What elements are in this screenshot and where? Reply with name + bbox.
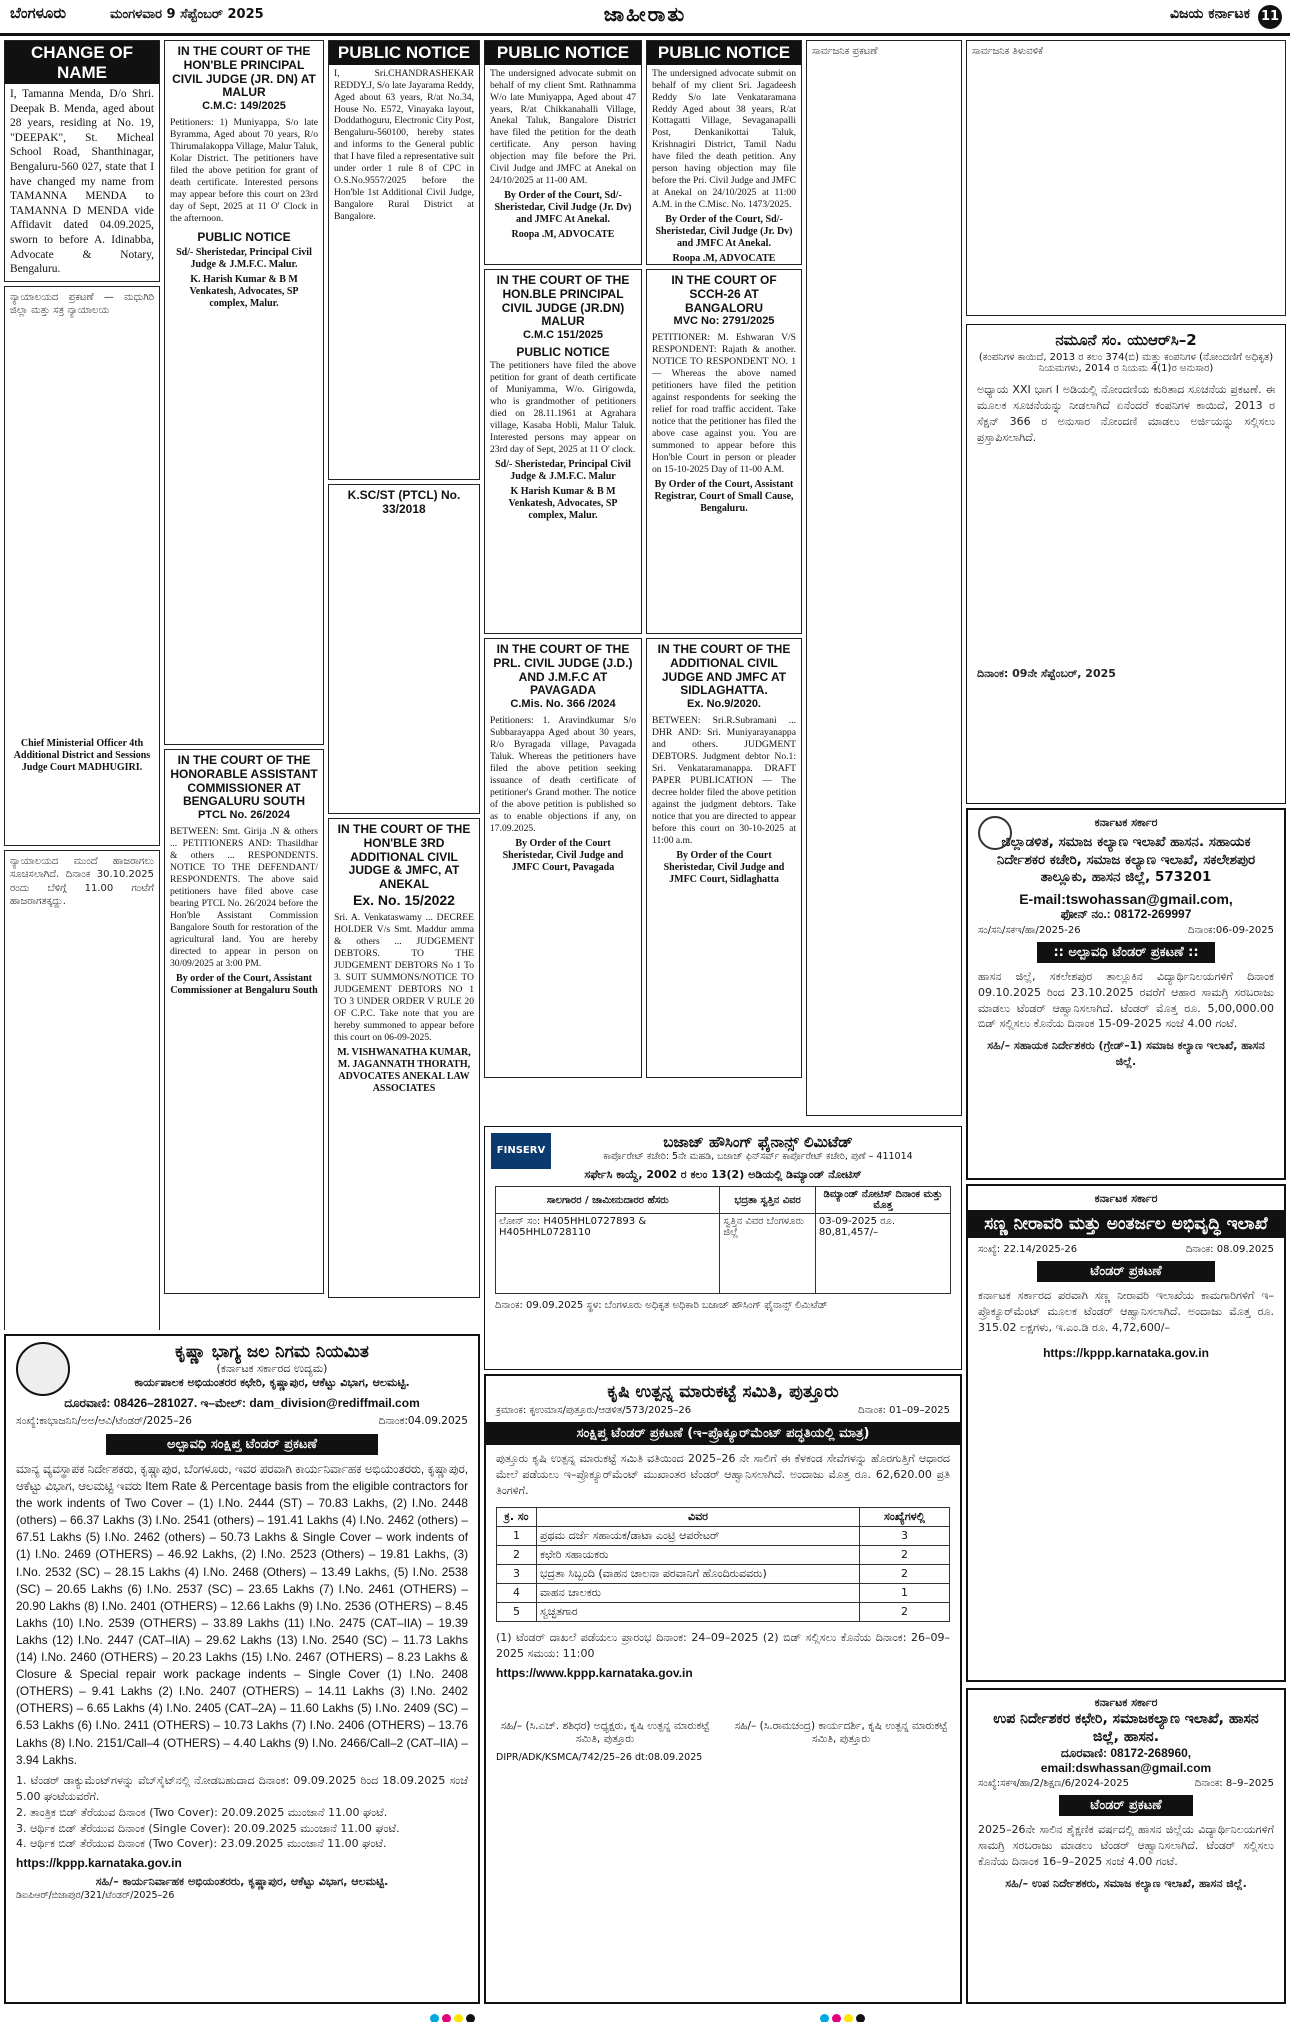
sidlaghatta-court-notice xyxy=(646,638,802,1078)
court-title: IN THE COURT OF THE HON.BLE PRINCIPAL CIVIL JUDGE (JR.DN) MALUR xyxy=(496,273,630,329)
court-signature: By Order of the Court, Sd/- Sheristedar, Civil Judge (Jr. Dv) and JMFC At Anekal. xyxy=(655,214,793,250)
table-header-row xyxy=(496,1187,951,1214)
column-1 xyxy=(4,40,160,1330)
tender-title: ಟೆಂಡರ್ ಪ್ರಕಟಣೆ xyxy=(1059,1795,1192,1816)
page-header xyxy=(0,0,1290,36)
bajaj-logo: FINSERV xyxy=(491,1133,551,1169)
tender-body: ಹಾಸನ ಜಿಲ್ಲೆ, ಸಕಲೇಶಪುರ ತಾಲ್ಲೂಕಿನ ವಿದ್ಯಾರ್ಥಿನಿಲಯಗಳಿಗೆ ದಿನಾಂಕ 09.10.2025 ರಿಂದ 23.10.2025 ರವರೆಗೆ ಆಹಾರ ಸಾಮಗ್ರಿ ಸರಬರಾಜು ಮಾಡಲು ಟೆಂಡರ್ ಆಹ್ವಾನಿಸಲಾಗಿದೆ. ಟೆಂಡರ್ ಮೊತ್ತ ರೂ. 5,00,000.00 ಬಿಡ್ ಸಲ್ಲಿಸಲು ಕೊನೆಯ ದಿನಾಂಕ 15-09-2025 ಸಂಜೆ 4.00 ಗಂಟೆ. xyxy=(978,969,1274,1031)
gov-label: ಕರ್ನಾಟಕ ಸರ್ಕಾರ xyxy=(1094,1192,1158,1205)
dept-name: ಸಣ್ಣ ನೀರಾವರಿ ಮತ್ತು ಅಂತರ್ಜಲ ಅಭಿವೃದ್ಧಿ ಇಲಾಖೆ xyxy=(968,1210,1284,1238)
case-number: PTCL No. 26/2024 xyxy=(197,809,291,822)
table-cell: ವಾಹನ ಚಾಲಕರು xyxy=(537,1583,860,1602)
org-name: ಕೃಷ್ಣಾ ಭಾಗ್ಯ ಜಲ ನಿಗಮ ನಿಯಮಿತ xyxy=(175,1342,369,1362)
issue-date: ಮಂಗಳವಾರ 9 ಸೆಪ್ಟೆಂಬರ್ 2025 xyxy=(110,7,264,22)
tender-signature: ಸಹಿ/– ಸಹಾಯಕ ನಿರ್ದೇಶಕರು (ಗ್ರೇಡ್–1) ಸಮಾಜ ಕಲ್ಯಾಣ ಇಲಾಖೆ, ಹಾಸನ ಜಿಲ್ಲೆ. xyxy=(987,1039,1265,1069)
court-signature: By Order of the Court, Sd/- Sheristedar, Civil Judge (Jr. Dv) and JMFC At Anekal. xyxy=(494,190,632,226)
org-subtitle: (ಕರ್ನಾಟಕ ಸರ್ಕಾರದ ಉದ್ಯಮ) xyxy=(216,1362,328,1375)
schedule-item: 4. ಆರ್ಥಿಕ ಬಿಡ್ ತೆರೆಯುವ ದಿನಾಂಕ (Two Cover): 23.09.2025 ಮುಂಜಾನೆ 11.00 ಘಂಟೆ. xyxy=(16,1837,387,1851)
registration-marks-right xyxy=(820,2008,868,2018)
tender-url[interactable]: https://www.kppp.karnataka.gov.in xyxy=(496,1665,693,1680)
table-cell: 5 xyxy=(497,1602,537,1621)
notice-heading: ಸರ್ಫೇಸಿ ಕಾಯ್ದೆ, 2002 ರ ಕಲಂ 13(2) ಅಡಿಯಲ್ಲಿ ಡಿಮ್ಯಾಂಡ್ ನೋಟಿಸ್ xyxy=(584,1168,862,1181)
schedule-item: 2. ತಾಂತ್ರಿಕ ಬಿಡ್ ತೆರೆಯುವ ದಿನಾಂಕ (Two Cover): 20.09.2025 ಮುಂಜಾನೆ 11.00 ಘಂಟೆ. xyxy=(16,1805,388,1819)
court-title: IN THE COURT OF THE PRL. CIVIL JUDGE (J.D.) AND J.M.F.C AT PAVAGADA xyxy=(493,642,633,698)
ref-number: ಸಂಖ್ಯೆ:ಸಕಇ/ಹಾ/2/ಶಿಕ್ಷಣ/6/2024-2025 xyxy=(978,1778,1130,1790)
tender-body: ಪುತ್ತೂರು ಕೃಷಿ ಉತ್ಪನ್ನ ಮಾರುಕಟ್ಟೆ ಸಮಿತಿ ವತಿಯಿಂದ 2025–26 ನೇ ಸಾಲಿಗೆ ಈ ಕೆಳಕಂಡ ಸೇವೆಗಳನ್ನು ಹೊರಗುತ್ತಿಗೆ ಆಧಾರದ ಮೇಲೆ ಪಡೆಯಲು ಇ–ಪ್ರೊಕ್ಯೂರ್‌ಮೆಂಟ್ ಮುಖಾಂತರ ಟೆಂಡರ್ ಆಹ್ವಾನಿಸಲಾಗಿದೆ. ಅಂದಾಜು ಮೊತ್ತ ರೂ. 62,620.00 ಪ್ರತಿ ತಿಂಗಳಿಗೆ. xyxy=(496,1452,950,1497)
table-cell: ಭದ್ರತಾ ಸಿಬ್ಬಂದಿ (ವಾಹನ ಚಾಲನಾ ಪರವಾನಿಗೆ ಹೊಂದಿರುವವರು) xyxy=(537,1564,860,1583)
case-number: C.M.C: 149/2025 xyxy=(202,100,286,113)
tender-body: 2025–26ನೇ ಸಾಲಿನ ಶೈಕ್ಷಣಿಕ ವರ್ಷದಲ್ಲಿ ಹಾಸನ ಜಿಲ್ಲೆಯ ವಿದ್ಯಾರ್ಥಿನಿಲಯಗಳಿಗೆ ಸಾಮಗ್ರಿ ಸರಬರಾಜು ಮಾಡಲು ಟೆಂಡರ್ ಆಹ್ವಾನಿಸಲಾಗಿದೆ. ಟೆಂಡರ್ ಸಲ್ಲಿಸಲು ಕೊನೆಯ ದಿನಾಂಕ 16–9–2025 ಸಂಜೆ 4.00 ಗಂಟೆ. xyxy=(978,1823,1274,1869)
black-dot xyxy=(466,2014,475,2022)
notice-body: PETITIONER: M. Eshwaran V/S RESPONDENT: Rajath & another. NOTICE TO RESPONDENT NO. 1 — Whereas the above named petitioners have filed the petition against respondents for seeking the relief for road traffic accident. Take notice that the petitioner has filed the above case against you. You are summoned to appear before this Hon'ble Court in person or pleader on 15-10-2025 Day of 11-00 A.M. xyxy=(652,332,796,475)
notice-body: The undersigned advocate submit on behalf of my client Sri. Jagadeesh Reddy S/o late Venkataramana Reddy Aged about 38 years, R/at Kottagatti Village, Sevaganapalli Post, Denkanikottai Taluk, Krishnagiri District, Tamil Nadu have filed the death petition. Any person having objection may file before the Pri. Civil Judge and JMFC at Anekal on 24/10/2025 at 11:00 A.M. in the C.Misc. No. 1473/2025. xyxy=(652,67,796,211)
court-title: IN THE COURT OF THE HONORABLE ASSISTANT COMMISSIONER AT BENGALURU SOUTH xyxy=(170,753,318,809)
table-cell: 2 xyxy=(860,1545,950,1564)
table-row xyxy=(497,1526,950,1545)
notice-footer: ದಿನಾಂಕ: 09.09.2025 ಸ್ಥಳ: ಬೆಂಗಳೂರು ಅಧಿಕೃತ ಅಧಿಕಾರಿ ಬಜಾಜ್ ಹೌಸಿಂಗ್ ಫೈನಾನ್ಸ್ ಲಿಮಿಟೆಡ್ xyxy=(495,1300,828,1311)
notice-heading: ನಮೂನೆ ಸಂ. ಯುಆರ್‌ಸಿ–2 xyxy=(1055,331,1197,349)
notice-title: PUBLIC NOTICE xyxy=(647,41,801,65)
schedule-item: 3. ಆರ್ಥಿಕ ಬಿಡ್ ತೆರೆಯುವ ದಿನಾಂಕ (Single Cover): 20.09.2025 ಮುಂಜಾನೆ 11.00 ಘಂಟೆ. xyxy=(16,1821,400,1835)
case-number: K.SC/ST (PTCL) No. 33/2018 xyxy=(347,488,461,516)
gov-label: ಕರ್ನಾಟಕ ಸರ್ಕಾರ xyxy=(1094,816,1158,829)
office-address: ಕಾರ್ಪೊರೇಟ್ ಕಚೇರಿ: 5ನೇ ಮಹಡಿ, ಬಜಾಜ್ ಫಿನ್‌ಸರ್ವ್ ಕಾರ್ಪೊರೇಟ್ ಕಚೇರಿ, ಪುಣೆ – 411014 xyxy=(603,1151,913,1162)
apmc-tender-ad xyxy=(484,1374,962,2004)
notice-body: ಅಧ್ಯಾಯ XXI ಭಾಗ I ಅಡಿಯಲ್ಲಿ ನೋಂದಣಿಯ ಕುರಿತಾದ ಸೂಚನೆಯ ಪ್ರಕಟಣೆ. ಈ ಮೂಲಕ ಸೂಚನೆಯನ್ನು ನೀಡಲಾಗಿದೆ ಏನೆಂದರೆ ಕಂಪನಿಗಳ ಕಾಯಿದೆ, 2013 ರ ಸೆಕ್ಷನ್ 366 ರ ಅನುಸಾರ ನೋಂದಣಿ ಮಾಡಲು ಅರ್ಜಿಯನ್ನು ಸಲ್ಲಿಸಲು ಪ್ರಸ್ತಾಪಿಸಲಾಗಿದೆ. xyxy=(977,383,1275,444)
table-cell: ಕಛೇರಿ ಸಹಾಯಕರು xyxy=(537,1545,860,1564)
notice-body: The undersigned advocate submit on behalf of my client Smt. Rathnamma W/o late Muniyappa, Aged about 47 years, R/at Chikkanahalli Village, Anekal Taluk, Bangalore District have filed the petition for the death certificate. Any person having objection may file before the Pri. Civil Judge and JMFC at Anekal on 24/10/2025 at 11-00 AM. xyxy=(490,67,636,187)
committee-name: ಕೃಷಿ ಉತ್ಪನ್ನ ಮಾರುಕಟ್ಟೆ ಸಮಿತಿ, ಪುತ್ತೂರು xyxy=(607,1382,839,1402)
black-dot xyxy=(856,2014,865,2022)
table-cell: 1 xyxy=(497,1526,537,1545)
masthead: ಜಾಹೀರಾತು xyxy=(603,2,687,26)
notice-title: PUBLIC NOTICE xyxy=(329,41,479,65)
ref-number: ಸಂಖ್ಯೆ:ಕಾಭಾಜನಿನಿ/ಅಅ/ಆವಿ/ಟೆಂಡರ್/2025–26 xyxy=(16,1415,192,1427)
notice-body: I, Sri.CHANDRASHEKAR REDDY.J, S/o late Jayarama Reddy, Aged about 63 years, R/at No.34, House No. E572, Vinayaka layout, Doddathoguru, Electronic City Post, Bengaluru-560100, hereby states and informs to the General public that I have filed a representative suit under order 1 rule 8 of CPC in O.S.No.9557/2025 before the Hon'ble 1st Additional Civil Judge, Bangalore Rural District at Bangalore. xyxy=(334,67,474,223)
column-5 xyxy=(646,40,802,1120)
table-row xyxy=(497,1602,950,1621)
yellow-dot xyxy=(454,2014,463,2022)
contact-line: ದೂರವಾಣಿ: 08426–281027. ಇ–ಮೇಲ್: dam_division@rediffmail.com xyxy=(64,1396,420,1410)
advocate-name: K Harish Kumar & B M Venkatesh, Advocates, SP complex, Malur. xyxy=(508,485,618,521)
karnataka-emblem-icon xyxy=(978,816,1012,850)
table-cell: 2 xyxy=(497,1545,537,1564)
scch-mvc-notice xyxy=(646,269,802,634)
column-7-top xyxy=(966,40,1286,320)
court-signature: By Order of the Court, Assistant Registrar, Court of Small Cause, Bengaluru. xyxy=(654,478,794,514)
cyan-dot xyxy=(820,2014,829,2022)
notice-footer: ಡಿಐಪಿಆರ್/ಬಿಜಾಪುರ/321/ಟೆಂಡರ್/2025–26 xyxy=(16,1890,175,1902)
tender-title: :: ಅಲ್ಪಾವಧಿ ಟೆಂಡರ್ ಪ್ರಕಟಣೆ :: xyxy=(1037,942,1215,963)
notice-body: ಸಾರ್ವಜನಿಕ ತಿಳುವಳಿಕೆ xyxy=(972,46,1044,57)
notice-body: ಸಾರ್ವಜನಿಕ ಪ್ರಕಟಣೆ xyxy=(812,46,878,57)
tender-title: ಸಂಕ್ಷಿಪ್ತ ಟೆಂಡರ್ ಪ್ರಕಟಣೆ (ಇ–ಪ್ರೊಕ್ಯೂರ್‌ಮೆಂಟ್ ಪದ್ಧತಿಯಲ್ಲಿ ಮಾತ್ರ) xyxy=(486,1422,960,1445)
advocate-name: Roopa .M, ADVOCATE xyxy=(672,253,776,265)
ref-date: ದಿನಾಂಕ: 08.09.2025 xyxy=(1185,1244,1274,1255)
city-label: ಬೆಂಗಳೂರು xyxy=(10,4,67,22)
column-6 xyxy=(806,40,962,1120)
chairman-signature: ಸಹಿ/– (ಸಿ.ಎಚ್. ಶಶಿಧರ) ಅಧ್ಯಕ್ಷರು, ಕೃಷಿ ಉತ್ಪನ್ನ ಮಾರುಕಟ್ಟೆ ಸಮಿತಿ, ಪುತ್ತೂರು xyxy=(500,1719,710,1745)
malur-cmc-notice xyxy=(484,269,642,634)
ref-row xyxy=(496,1405,950,1416)
advocate-name: M. VISHWANATHA KUMAR, M. JAGANNATH THORATH, ADVOCATES ANEKAL LAW ASSOCIATES xyxy=(337,1046,471,1094)
court-signature: Sd/- Sheristedar, Principal Civil Judge & J.M.F.C. Malur. xyxy=(176,247,312,271)
case-number: C.Mis. No. 366 /2024 xyxy=(510,698,616,711)
gov-label: ಕರ್ನಾಟಕ ಸರ್ಕಾರ xyxy=(1094,1696,1158,1709)
phone-number: ಫೋನ್ ನಂ.: 08172-269997 xyxy=(1060,906,1192,921)
email-link[interactable]: email:dswhassan@gmail.com xyxy=(1040,1761,1212,1776)
tender-schedule xyxy=(16,1773,468,1853)
table-row xyxy=(497,1545,950,1564)
demand-notice-table xyxy=(495,1186,951,1294)
representative-suit-notice xyxy=(328,40,480,480)
court-signature: Chief Ministerial Officer 4th Additional District and Sessions Judge Court MADHUGIRI. xyxy=(13,737,151,773)
phone-number: ದೂರವಾಣಿ: 08172-268960, xyxy=(1060,1746,1192,1761)
column-4 xyxy=(484,40,642,1120)
court-signature: By Order of the Court Sheristedar, Civil Judge and JMFC Court, Sidlaghatta xyxy=(663,849,785,885)
ptcl-case-notice xyxy=(328,484,480,814)
notice-body: ನ್ಯಾಯಾಲಯದ ಪ್ರಕಟಣೆ — ಮಧುಗಿರಿ ಜಿಲ್ಲಾ ಮತ್ತು ಸತ್ರ ನ್ಯಾಯಾಲಯ xyxy=(10,291,154,317)
dept-name: ಉಪ ನಿರ್ದೇಶಕರ ಕಛೇರಿ, ಸಮಾಜಕಲ್ಯಾಣ ಇಲಾಖೆ, ಹಾಸನ ಜಿಲ್ಲೆ, ಹಾಸನ. xyxy=(993,1711,1259,1746)
ref-number: ಕ್ರಮಾಂಕ: ಕೃಉಮಾಸ/ಪುತ್ತೂರು/ಆಡಳಿತ/573/2025–26 xyxy=(496,1405,692,1416)
column-2 xyxy=(164,40,324,1330)
schedule-item: 1. ಟೆಂಡರ್ ಡಾಕ್ಯುಮೆಂಟ್‌ಗಳನ್ನು ವೆಬ್‌ಸೈಟ್‌ನಲ್ಲಿ ನೋಡಬಹುದಾದ ದಿನಾಂಕ: 09.09.2025 ರಿಂದ 18.09.2025 ಸಂಜೆ 5.00 ಘಂಟೆಯವರೆಗೆ. xyxy=(16,1773,468,1803)
ref-number: ಸಂಖ್ಯೆ: 22.14/2025-26 xyxy=(978,1244,1078,1255)
court-signature: Sd/- Sheristedar, Principal Civil Judge & J.M.F.C. Malur xyxy=(495,458,631,482)
table-cell: 1 xyxy=(860,1583,950,1602)
column-header: ಸಾಲಗಾರರ / ಜಾಮೀನುದಾರರ ಹೆಸರು xyxy=(496,1187,720,1214)
tender-url[interactable]: https://kppp.karnataka.gov.in xyxy=(16,1856,182,1871)
hassan-tender-ad xyxy=(966,808,1286,1180)
court-signature: By order of the Court, Assistant Commissioner at Bengaluru South xyxy=(170,972,318,996)
secretary-signature: ಸಹಿ/– (ಸಿ.ರಾಮಚಂದ್ರ) ಕಾರ್ಯದರ್ಶಿ, ಕೃಷಿ ಉತ್ಪನ್ನ ಮಾರುಕಟ್ಟೆ ಸಮಿತಿ, ಪುತ್ತೂರು xyxy=(734,1719,948,1745)
column-3 xyxy=(328,40,480,1330)
court-title: IN THE COURT OF THE ADDITIONAL CIVIL JUDGE AND JMFC AT SIDLAGHATTA. xyxy=(657,642,791,698)
notice-body: BETWEEN: Smt. Girija .N & others ... PETITIONERS AND: Thasildhar & others ... RESPONDENTS. NOTICE TO THE DEFENDANT/ RESPONDENTS. The above said petitioners have filed above case bearing PTCL No. 26/2024 before the Hon'ble Assistant Commission Bangalore South for restoration of the agricultural land. You are hereby directed to appear in person on 30/09/2025 at 3:00 PM. xyxy=(170,825,318,969)
table-cell: 2 xyxy=(860,1564,950,1583)
tender-body: ಮಾನ್ಯ ವ್ಯವಸ್ಥಾಪಕ ನಿರ್ದೇಶಕರು, ಕೃಷ್ಣಾಪುರ, ಬೆಂಗಳೂರು, ಇವರ ಪರವಾಗಿ ಕಾರ್ಯನಿರ್ವಾಹಕ ಅಭಿಯಂತರರು, ಕೃಷ್ಣಾಪುರ, ಆಕೆಟ್ಟು ವಿಭಾಗ, ಆಲಮಟ್ಟಿ ಇವರು Item Rate & Percentage basis from the eligible contractors for the work indents of Two Cover – (1) I.No. 2444 (ST) – 70.83 Lakhs, (2) I.No. 2448 (others) – 66.37 Lakhs (3) I.No. 2541 (others) – 191.41 Lakhs (4) I.No. 2462 (others) – 67.51 Lakhs (5) I.No. 2462 (others) – 50.73 Lakhs & Single Cover – work indents of (1) I.No. 2469 (OTHERS) – 46.92 Lakhs, (2) I.No. 2523 (Others) – 19.81 Lakhs, (3) I.No. 2532 (SC) – 28.15 Lakhs (4) I.No. 2468 (Others) – 13.49 Lakhs, (5) I.No. 2538 (SC) – 20.65 Lakhs (6) I.No. 2537 (SC) – 23.65 Lakhs (7) I.No. 2461 (OTHERS) – 20.90 Lakhs (8) I.No. 2401 (OTHERS) – 12.66 Lakhs (9) I.No. 2536 (OTHERS) – 8.45 Lakhs (10) I.No. 2539 (OTHERS) – 33.89 Lakhs (11) I.No. 2475 (CAT–IIA) – 19.39 Lakhs (12) I.No. 2447 (CAT–IIA) – 29.62 Lakhs (13) I.No. 2540 (SC) – 11.73 Lakhs (14) I.No. 2460 (OTHERS) – 20.23 Lakhs (15) I.No. 2467 (OTHERS) – 8.23 Lakhs & Closure & Special repair work package indents – Single Cover (1) I.No. 2408 (OTHERS) – 9.41 Lakhs (2) I.No. 2407 (OTHERS) – 14.11 Lakhs (3) I.No. 2402 (OTHERS) – 6.65 Lakhs (4) I.No. 2405 (CAT–2A) – 11.60 Lakhs (5) I.No. 2409 (SC) – 6.53 Lakhs (6) I.No. 2411 (OTHERS) – 10.73 Lakhs (7) I.No. 2406 (OTHERS) – 13.76 Lakhs (8) I.No. 2151/Call–4 (OTHERS) – 4.40 Lakhs (9) I.No. 2466/Call–2 (CAT–IIA) – 3.94 Lakhs. xyxy=(16,1462,468,1767)
signature-row xyxy=(496,1720,950,1746)
table-cell: ಸ್ವಚ್ಛತಗಾರ xyxy=(537,1602,860,1621)
notice-body: Petitioners: 1. Aravindkumar S/o Subbarayappa Aged about 30 years, R/o Byragada village, Pavagada Taluk. Whereas the petitioners have filed the above petition seeking issuance of death certificate of petitioner's Grand mother. The notice of the above petition is published so as to enable objections if any, on 17.09.2025. xyxy=(490,714,636,834)
assistant-commissioner-notice xyxy=(164,749,324,1294)
case-number: Ex. No. 15/2022 xyxy=(353,891,455,908)
table-header-row xyxy=(497,1507,950,1526)
table-cell: 3 xyxy=(497,1564,537,1583)
column-header: ಡಿಮ್ಯಾಂಡ್ ನೋಟಿಸ್ ದಿನಾಂಕ ಮತ್ತು ಮೊತ್ತ xyxy=(815,1187,950,1214)
advocate-name: Roopa .M, ADVOCATE xyxy=(511,229,615,241)
notice-subheading: (ಕಂಪನಿಗಳ ಕಾಯಿದೆ, 2013 ರ ಕಲಂ 374(ಬಿ) ಮತ್ತು ಕಂಪನಿಗಳ (ನೋಂದಣಿಗೆ ಅಧಿಕೃತ) ನಿಯಮಗಳು, 2014 ರ ನಿಯಮ 4(1)ರ ಅನುಸಾರ) xyxy=(978,352,1274,374)
tender-title: ಅಲ್ಪಾವಧಿ ಸಂಕ್ಷಿಪ್ತ ಟೆಂಡರ್ ಪ್ರಕಟಣೆ xyxy=(106,1434,377,1455)
ref-date: ದಿನಾಂಕ:06-09-2025 xyxy=(1188,924,1274,936)
notice-body: Petitioners: 1) Muniyappa, S/o late Byramma, Aged about 70 years, R/o Thirumalakoppa Village, Malur Taluk, Kolar District. The petitioners have filed the above petition for grant of death certificate. Interested persons may appear before this court on 23rd day of Sept, 2025 at 11 O' Clock in the afternoon. xyxy=(170,116,318,224)
table-cell: ಲೋನ್ ಸಂ: H405HHL0727893 & H405HHL0728110 xyxy=(496,1214,720,1294)
notice-title: PUBLIC NOTICE xyxy=(485,41,641,65)
notice-body: I, Tamanna Menda, D/o Shri. Deepak B. Menda, aged about 28 years, residing at No. 19, "DEEPAK", St. Micheal School Road, Shanthinagar, Bengaluru-560 027, state that I have changed my name from TAMANNA MENDA to TAMANNA D MENDA vide Affidavit dated 04.09.2025, sworn to before A. Idinabba, Advocate & Notary, Bengaluru. xyxy=(10,88,154,276)
table-cell: 03-09-2025 ರೂ. 80,81,457/– xyxy=(815,1214,950,1294)
column-header: ಭದ್ರತಾ ಸ್ವತ್ತಿನ ವಿವರ xyxy=(720,1187,816,1214)
cyan-dot xyxy=(430,2014,439,2022)
table-cell: 3 xyxy=(860,1526,950,1545)
kannada-notices-column xyxy=(806,40,962,1116)
column-header: ವಿವರ xyxy=(537,1507,860,1526)
tender-signature: ಸಹಿ/– ಕಾರ್ಯನಿರ್ವಾಹಕ ಅಭಿಯಂತರರು, ಕೃಷ್ಣಾಪುರ, ಆಕೆಟ್ಟು ವಿಭಾಗ, ಆಲಮಟ್ಟಿ. xyxy=(95,1875,389,1889)
urc2-notice xyxy=(966,324,1286,804)
table-row xyxy=(496,1214,951,1294)
notice-body: ನ್ಯಾಯಾಲಯದ ಮುಂದೆ ಹಾಜರಾಗಲು ಸೂಚಿಸಲಾಗಿದೆ. ದಿನಾಂಕ 30.10.2025 ರಂದು ಬೆಳಿಗ್ಗೆ 11.00 ಗಂಟೆಗೆ ಹಾಜರಾಗತಕ್ಕದ್ದು. xyxy=(10,855,154,908)
magenta-dot xyxy=(442,2014,451,2022)
section-label: ವಿಜಯ ಕರ್ನಾಟಕ xyxy=(1169,6,1250,22)
notice-body: BETWEEN: Sri.R.Subramani ... DHR AND: Sri. Muniyarayanappa and others. JUDGMENT DEBTORS. Judgment debtor No.1: Sri. Venkataramanappa. DRAFT PAPER PUBLICATION — The decree holder filed the above petition against the judgment debtors. Take notice that you are directed to appear before this court on 30-10-2025 at 11:00 a.m. xyxy=(652,714,796,846)
irrigation-tender-ad xyxy=(966,1184,1286,1682)
table-cell: 2 xyxy=(860,1602,950,1621)
anekal-execution-notice xyxy=(328,818,480,1298)
notice-date: ದಿನಾಂಕ: 09ನೇ ಸೆಪ್ಟೆಂಬರ್, 2025 xyxy=(977,666,1116,680)
magenta-dot xyxy=(832,2014,841,2022)
kbjnl-logo-icon xyxy=(16,1342,70,1396)
court-signature: By Order of the Court Sheristedar, Civil Judge and JMFC Court, Pavagada xyxy=(502,837,624,873)
hassan-dsw-tender-ad xyxy=(966,1688,1286,2004)
yellow-dot xyxy=(844,2014,853,2022)
notice-subtitle: PUBLIC NOTICE xyxy=(197,229,291,244)
case-number: C.M.C 151/2025 xyxy=(522,329,604,342)
court-title: IN THE COURT OF THE HON'BLE 3RD ADDITIONAL CIVIL JUDGE & JMFC, AT ANEKAL xyxy=(337,822,471,892)
change-of-name-notice xyxy=(4,40,160,282)
ref-row xyxy=(978,925,1274,936)
company-name: ಬಜಾಜ್ ಹೌಸಿಂಗ್ ಫೈನಾನ್ಸ್ ಲಿಮಿಟೆಡ್ xyxy=(663,1133,853,1151)
tender-schedule: (1) ಟೆಂಡರ್ ದಾಖಲೆ ಪಡೆಯಲು ಪ್ರಾರಂಭ ದಿನಾಂಕ: 24–09–2025 (2) ಬಿಡ್ ಸಲ್ಲಿಸಲು ಕೊನೆಯ ದಿನಾಂಕ: 26–09–2025 ಸಮಯ: 11:00 xyxy=(496,1630,950,1660)
case-number: Ex. No.9/2020. xyxy=(687,698,761,711)
notice-title: CHANGE OF NAME xyxy=(5,41,159,84)
ref-row xyxy=(16,1415,468,1428)
kannada-top-notice xyxy=(966,40,1286,316)
column-header: ಕ್ರ. ಸಂ xyxy=(497,1507,537,1526)
tender-signature: ಸಹಿ/– ಉಪ ನಿರ್ದೇಶಕರು, ಸಮಾಜ ಕಲ್ಯಾಣ ಇಲಾಖೆ, ಹಾಸನ ಜಿಲ್ಲೆ. xyxy=(1005,1877,1247,1891)
table-cell: 4 xyxy=(497,1583,537,1602)
kannada-court-notice xyxy=(4,286,160,846)
advocate-name: K. Harish Kumar & B M Venkatesh, Advocates, SP complex, Malur. xyxy=(189,274,299,310)
table-cell: ಸ್ವತ್ತಿನ ವಿವರ ಬೆಂಗಳೂರು ಜಿಲ್ಲೆ xyxy=(720,1214,816,1294)
notice-body: The petitioners have filed the above petition for grant of death certificate of Muniyamma, W/o. Girigowda, who is grandmother of petitioners died on 28.11.1961 at Agrahara village, Kasaba Hobli, Malur Taluk. Interested persons may appear on 23rd day of Sept, 2025 at 11 O' clock. xyxy=(490,359,636,455)
kannada-court-notice-2 xyxy=(4,850,160,1330)
notice-body: Sri. A. Venkataswamy ... DECREE HOLDER V/s Smt. Maddur amma & others ... JUDGEMENT DEBTORS. TO THE JUDGEMENT DEBTORS No 1 To 3. SUIT SUMMONS/NOTICE TO JUDGEMENT DEBTORS NO 1 TO 3 UNDER ORDER V RULE 20 OF C.P.C. Take note that you are hereby summoned to appear before this court on 06-09-2025. xyxy=(334,912,474,1043)
dept-name: ಜಿಲ್ಲಾಡಳಿತ, ಸಮಾಜ ಕಲ್ಯಾಣ ಇಲಾಖೆ ಹಾಸನ. ಸಹಾಯಕ ನಿರ್ದೇಶಕರ ಕಚೇರಿ, ಸಮಾಜ ಕಲ್ಯಾಣ ಇಲಾಖೆ, ಸಕಲೇಶಪುರ ತಾಲ್ಲೂಕು, ಹಾಸನ ಜಿಲ್ಲೆ, 573201 xyxy=(996,834,1256,886)
ref-date: ದಿನಾಂಕ:04.09.2025 xyxy=(378,1415,468,1427)
ref-date: ದಿನಾಂಕ: 01–09–2025 xyxy=(858,1405,950,1416)
case-number: MVC No: 2791/2025 xyxy=(673,315,775,328)
bajaj-demand-notice xyxy=(484,1126,962,1370)
services-table xyxy=(496,1507,950,1622)
kbjnl-tender-ad xyxy=(4,1334,480,2004)
notice-subtitle: PUBLIC NOTICE xyxy=(516,344,610,359)
ref-row xyxy=(978,1244,1274,1255)
table-cell: ಪ್ರಥಮ ದರ್ಜೆ ಸಹಾಯಕ/ಡಾಟಾ ಎಂಟ್ರಿ ಆಪರೇಟರ್ xyxy=(537,1526,860,1545)
court-title: IN THE COURT OF SCCH-26 AT BANGALORU xyxy=(671,273,777,315)
table-row xyxy=(497,1583,950,1602)
tender-url[interactable]: https://kppp.karnataka.gov.in xyxy=(1043,1345,1209,1360)
notice-footer: DIPR/ADK/KSMCA/742/25–26 dt:08.09.2025 xyxy=(496,1751,703,1763)
anekal-death-cert-notice-2 xyxy=(646,40,802,265)
registration-marks-left xyxy=(430,2008,478,2018)
table-row xyxy=(497,1564,950,1583)
column-header: ಸಂಖ್ಯೆಗಳಲ್ಲಿ xyxy=(860,1507,950,1526)
malur-court-notice xyxy=(164,40,324,745)
ref-date: ದಿನಾಂಕ: 8–9–2025 xyxy=(1194,1778,1274,1790)
page-number: 11 xyxy=(1258,5,1282,29)
office-name: ಕಾರ್ಯಪಾಲಕ ಅಭಿಯಂತರರ ಕಛೇರಿ, ಕೃಷ್ಣಾಪುರ, ಆಕೆಟ್ಟು ವಿಭಾಗ, ಆಲಮಟ್ಟಿ. xyxy=(134,1376,410,1389)
tender-title: ಟೆಂಡರ್ ಪ್ರಕಟಣೆ xyxy=(1037,1261,1215,1282)
court-title: IN THE COURT OF THE HON'BLE PRINCIPAL CIVIL JUDGE (JR. DN) AT MALUR xyxy=(172,44,316,100)
ref-row xyxy=(978,1778,1274,1789)
email-link[interactable]: E-mail:tswohassan@gmail.com, xyxy=(1019,890,1233,907)
pavagada-court-notice xyxy=(484,638,642,1078)
anekal-death-cert-notice xyxy=(484,40,642,265)
ref-number: ಸಂ/ಸನಿ/ಸಕಇ/ಹಾ/2025-26 xyxy=(978,924,1081,936)
tender-body: ಕರ್ನಾಟಕ ಸರ್ಕಾರದ ಪರವಾಗಿ ಸಣ್ಣ ನೀರಾವರಿ ಇಲಾಖೆಯ ಕಾಮಗಾರಿಗಳಿಗೆ ಇ–ಪ್ರೊಕ್ಯೂರ್‌ಮೆಂಟ್ ಮೂಲಕ ಟೆಂಡರ್ ಆಹ್ವಾನಿಸಲಾಗಿದೆ. ಅಂದಾಜು ಮೊತ್ತ ರೂ. 315.02 ಲಕ್ಷಗಳು, ಇ.ಎಂ.ಡಿ ರೂ. 4,72,600/– xyxy=(978,1289,1274,1334)
